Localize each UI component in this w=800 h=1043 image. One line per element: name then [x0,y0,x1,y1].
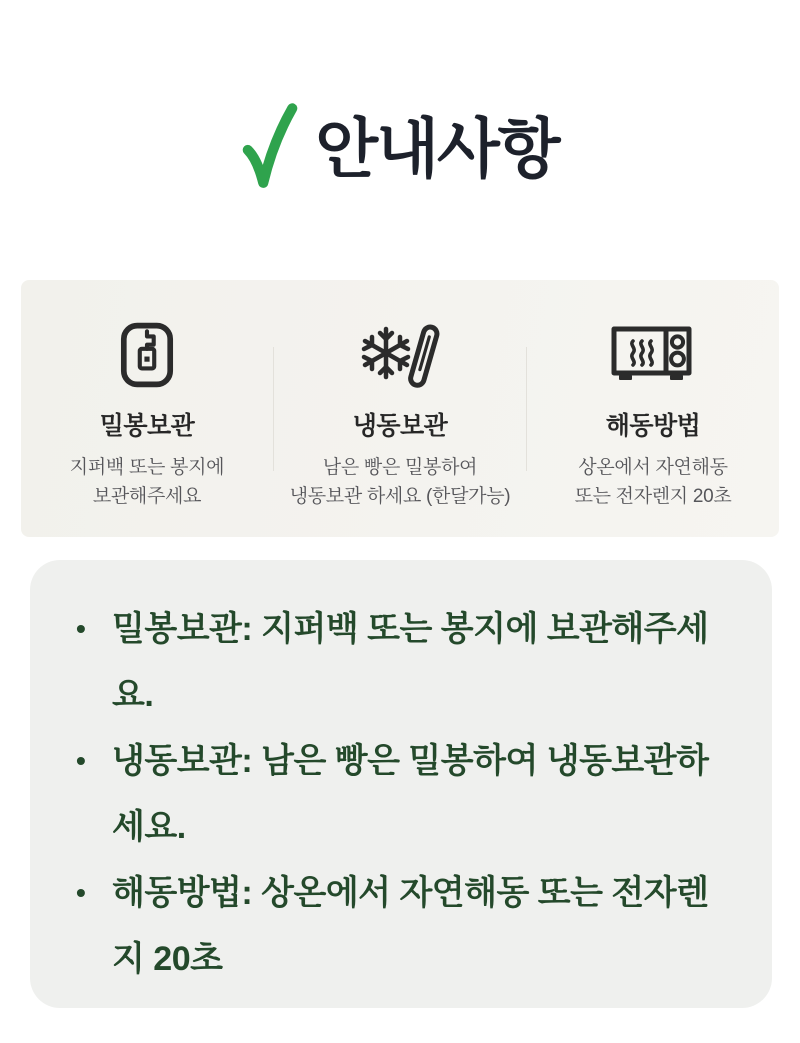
desc-line: 지퍼백 또는 봉지에 [69,457,225,478]
notice-list [76,596,726,992]
info-column-thawing-method [527,280,779,537]
notice-text: 냉동보관: 남은 빵은 밀봉하여 냉동보관하세요. [112,742,709,846]
info-column-desc [575,453,732,512]
bullet-icon: • [76,745,86,776]
notice-box [30,560,772,1008]
storage-info-band [21,280,779,537]
zipper-bag-icon [120,320,174,390]
notice-item-thawing-method [76,860,726,992]
notice-item-sealed-storage [76,596,726,728]
page-title: 안내사항 [315,111,559,185]
notice-text: 해동방법: 상온에서 자연해동 또는 전자렌지 20초 [112,874,709,978]
info-column-title: 냉동보관 [352,412,448,440]
desc-line: 냉동보관 하세요 (한달가능) [289,486,511,508]
notice-text: 밀봉보관: 지퍼백 또는 봉지에 보관해주세요. [112,610,709,714]
desc-line: 보관해주세요 [92,486,202,508]
info-column-title: 해동방법 [605,412,701,440]
microwave-icon [611,320,695,390]
snowflake-thermometer-icon [357,320,443,390]
page-title-row [0,92,800,204]
desc-line: 상온에서 자연해동 [578,457,728,478]
info-column-desc [70,453,224,512]
desc-line: 남은 빵은 밀봉하여 [322,457,478,478]
bullet-icon: • [76,877,86,908]
desc-line: 또는 전자렌지 20초 [574,486,732,508]
info-column-desc [290,453,511,512]
info-column-frozen-storage [274,280,526,537]
bullet-icon: • [76,613,86,644]
check-icon [241,100,299,196]
info-column-sealed-storage [21,280,273,537]
info-column-title: 밀봉보관 [99,412,195,440]
notice-item-frozen-storage [76,728,726,860]
